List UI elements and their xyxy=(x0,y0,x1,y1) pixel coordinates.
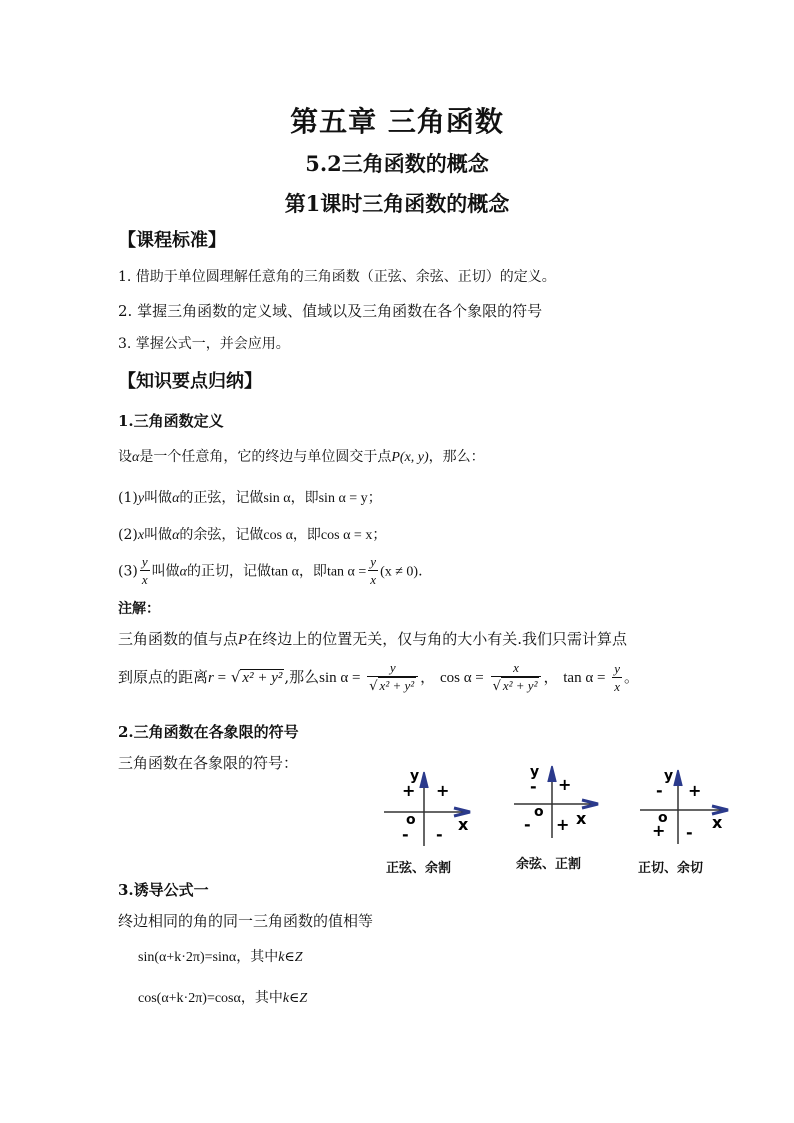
x-axis-label: x xyxy=(576,809,587,828)
standards-heading: 【课程标准】 xyxy=(118,230,226,251)
distance-formula: 到原点的距离r = √ x² + y² ,那么sin α = $\frac{y}{\text{√ x² + y²}}$ ， cos α = $\frac{x}{\text{√ x² + y²}}$ ， tan α = $\frac{y}{x}$ 。 xyxy=(118,660,639,694)
s1-def-tan: (3) $\frac{y}{x}$ 叫做α的正切，记做tan α，即tan α = $\frac{y}{x}$ (x ≠ 0). xyxy=(118,554,423,587)
q2-sign: - xyxy=(530,777,537,796)
q1-sign: + xyxy=(436,781,450,800)
s3-intro: 终边相同的角的同一三角函数的值相等 xyxy=(118,912,374,930)
y-axis-label: y xyxy=(664,768,674,784)
q1-sign: + xyxy=(558,775,572,794)
y-axis-arrow-icon xyxy=(548,766,556,782)
origin-label: o xyxy=(658,810,668,826)
q4-sign: + xyxy=(556,815,570,834)
note-text: 三角函数的值与点P在终边上的位置无关，仅与角的大小有关.我们只需计算点 xyxy=(118,630,627,648)
q2-sign: - xyxy=(656,781,663,800)
diagram-caption-sine: 正弦、余割 xyxy=(386,861,452,876)
standard-item-3: 3. 掌握公式一，并会应用。 xyxy=(118,336,290,352)
standard-item-1: 1. 借助于单位圆理解任意角的三角函数（正弦、余弦、正切）的定义。 xyxy=(118,269,556,285)
formula-sin: sin(α+k·2π)=sinα，其中k∈Z xyxy=(138,949,303,965)
s3-title: 3.诱导公式一 xyxy=(118,881,209,899)
x-axis-label: x xyxy=(458,815,469,834)
s1-intro: 设α是一个任意角，它的终边与单位圆交于点P(x, y)，那么： xyxy=(118,449,485,465)
origin-label: o xyxy=(534,804,544,820)
q3-sign: - xyxy=(524,815,531,834)
s1-title: 1.三角函数定义 xyxy=(118,412,224,430)
lesson-title: 第1课时三角函数的概念 xyxy=(284,191,510,216)
s1-def-sin: (1)y叫做α的正弦，记做sin α，即sin α = y； xyxy=(118,490,382,506)
s1-def-cos: (2)x叫做α的余弦，记做cos α，即cos α = x； xyxy=(118,527,387,543)
note-label: 注解： xyxy=(118,601,160,617)
x-axis-label: x xyxy=(712,813,723,832)
s2-intro: 三角函数在各象限的符号： xyxy=(118,754,299,772)
quadrant-diagram-sine xyxy=(380,768,490,850)
formula-cos: cos(α+k·2π)=cosα，其中k∈Z xyxy=(138,990,308,1006)
origin-label: o xyxy=(406,812,416,828)
s2-title: 2.三角函数在各象限的符号 xyxy=(118,723,299,741)
y-axis-label: y xyxy=(530,764,540,780)
chapter-title: 第五章 三角函数 xyxy=(290,105,504,138)
y-axis-arrow-icon xyxy=(420,772,428,788)
standard-item-2: 2. 掌握三角函数的定义域、值域以及三角函数在各个象限的符号 xyxy=(118,302,543,320)
diagram-caption-cosine: 余弦、正割 xyxy=(516,857,582,872)
q1-sign: + xyxy=(688,781,702,800)
q3-sign: + xyxy=(652,821,666,840)
y-axis-label: y xyxy=(410,768,420,784)
y-axis-arrow-icon xyxy=(674,770,682,786)
diagram-caption-tangent: 正切、余切 xyxy=(638,861,704,876)
q2-sign: + xyxy=(402,781,416,800)
q4-sign: - xyxy=(436,825,443,844)
section-title: 5.2三角函数的概念 xyxy=(305,151,489,176)
q4-sign: - xyxy=(686,823,693,842)
knowledge-heading: 【知识要点归纳】 xyxy=(118,371,262,392)
quadrant-diagram-cosine xyxy=(510,762,620,844)
q3-sign: - xyxy=(402,825,409,844)
quadrant-diagram-tangent xyxy=(636,766,746,848)
